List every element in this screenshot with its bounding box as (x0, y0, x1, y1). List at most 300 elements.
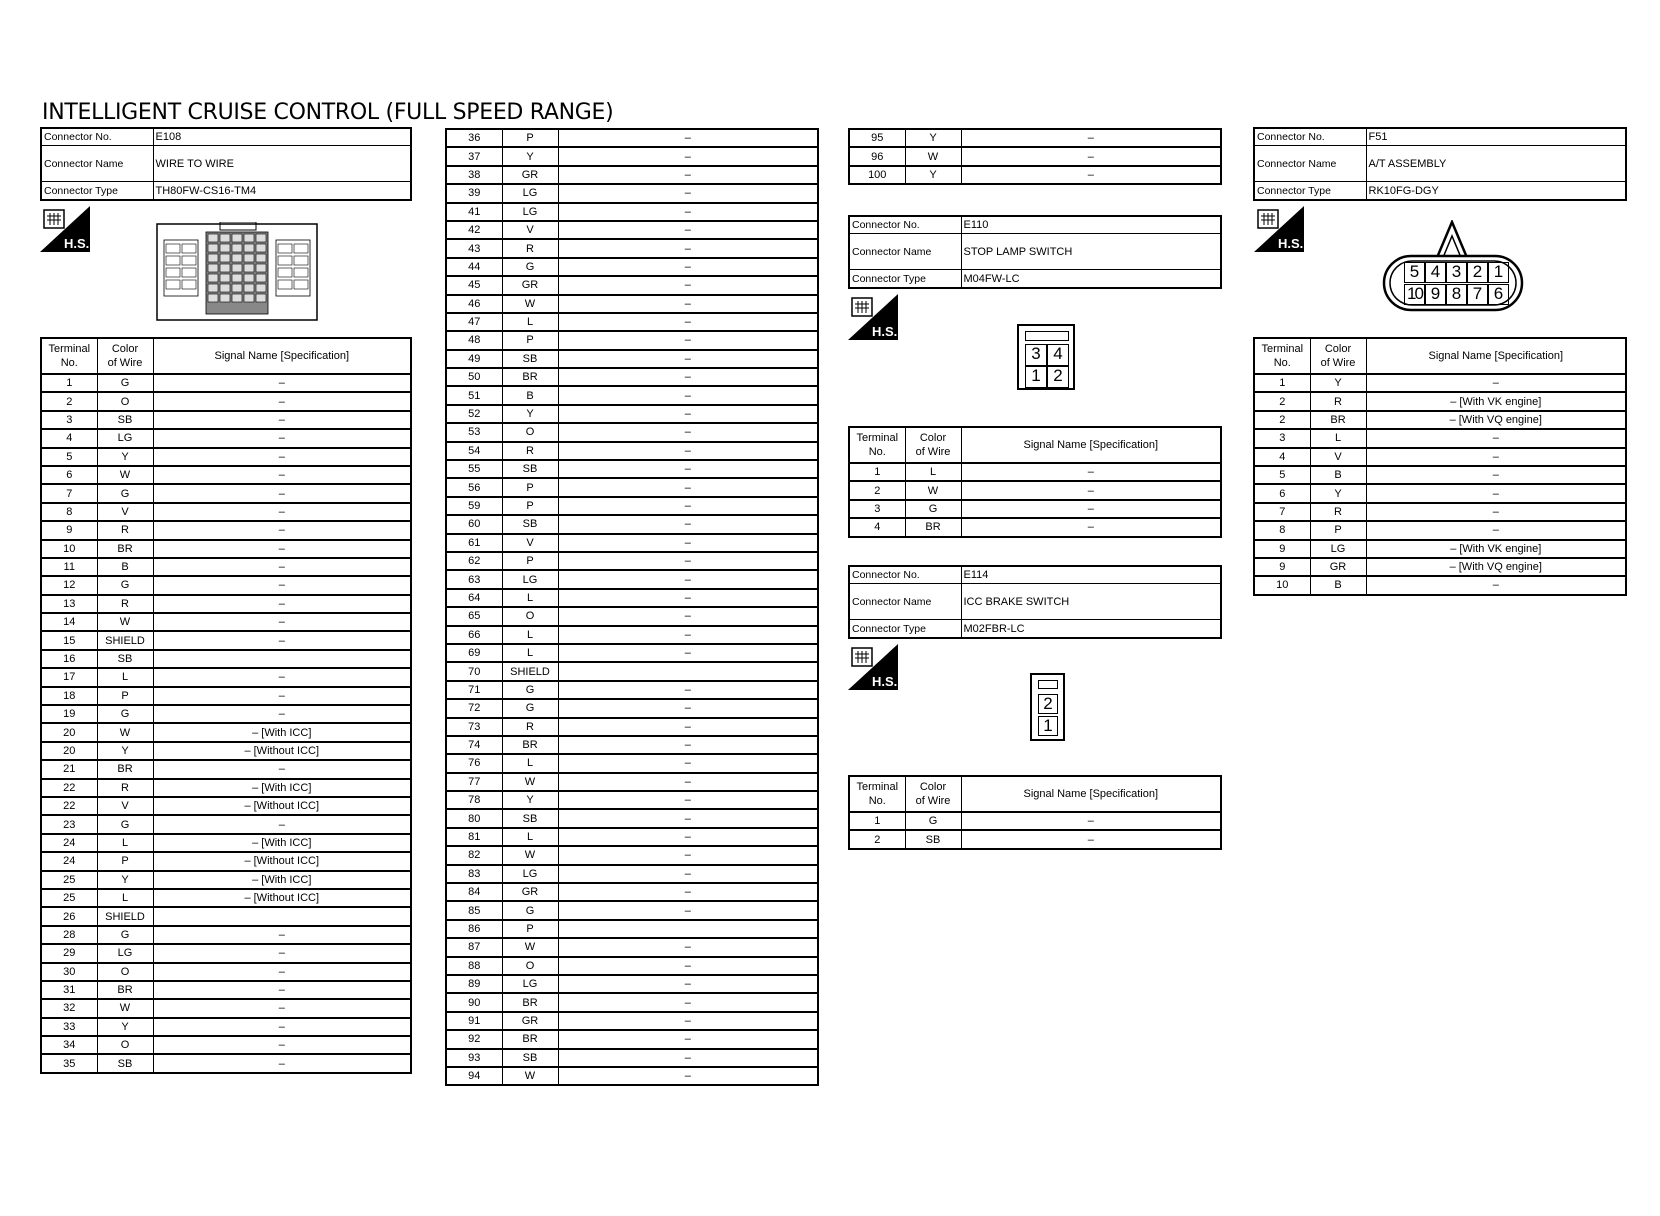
signal-name-cell: – (558, 589, 818, 607)
table-row (446, 828, 818, 846)
table-row (849, 830, 1221, 848)
wire-color-cell: R (97, 595, 153, 613)
wire-color-cell: B (97, 558, 153, 576)
terminal-no-cell: 73 (446, 718, 502, 736)
table-row (446, 736, 818, 754)
terminal-no-cell: 77 (446, 773, 502, 791)
e110-cavity: 2 (1047, 366, 1069, 388)
table-row (1254, 411, 1626, 429)
terminal-no-cell: 52 (446, 405, 502, 423)
signal-name-cell: – (558, 258, 818, 276)
signal-name-cell: – (558, 1012, 818, 1030)
wire-color-cell: O (502, 957, 558, 975)
table-row (41, 503, 411, 521)
connector-name-label: Connector Name (849, 234, 961, 270)
signal-name-cell: – (558, 295, 818, 313)
svg-text:H.S.: H.S. (872, 324, 898, 339)
signal-name-cell: – (558, 1030, 818, 1048)
wire-color-cell: Y (1310, 484, 1366, 502)
signal-name-cell: – (558, 423, 818, 441)
terminal-no-header: Terminal No. (1254, 338, 1310, 374)
terminal-no-cell: 4 (1254, 448, 1310, 466)
terminal-no-cell: 93 (446, 1049, 502, 1067)
signal-name-cell: – (558, 754, 818, 772)
signal-name-cell: – (558, 147, 818, 165)
wire-color-cell: SB (502, 460, 558, 478)
wire-color-cell: Y (97, 871, 153, 889)
page-title: INTELLIGENT CRUISE CONTROL (FULL SPEED RANGE) (42, 100, 614, 125)
wire-color-cell: Y (502, 405, 558, 423)
table-row (41, 889, 411, 907)
table-row (849, 147, 1221, 165)
table-row (446, 331, 818, 349)
table-row (446, 662, 818, 680)
terminal-no-cell: 21 (41, 760, 97, 778)
svg-text:H.S.: H.S. (64, 236, 90, 251)
terminal-no-cell: 26 (41, 907, 97, 925)
signal-name-cell: – (961, 500, 1221, 518)
wire-color-cell: W (97, 613, 153, 631)
signal-name-cell: – (558, 386, 818, 404)
wire-color-cell: Y (905, 129, 961, 147)
wire-color-cell: L (502, 589, 558, 607)
table-row (446, 1049, 818, 1067)
signal-name-cell: – (1366, 448, 1626, 466)
terminal-no-cell: 4 (41, 429, 97, 447)
table-row (446, 754, 818, 772)
signal-name-cell: – (558, 350, 818, 368)
terminal-no-cell: 88 (446, 957, 502, 975)
signal-name-cell: – [With VQ engine] (1366, 411, 1626, 429)
table-row (446, 699, 818, 717)
signal-name-cell: – (558, 313, 818, 331)
table-row (41, 484, 411, 502)
signal-name-cell: – (153, 521, 411, 539)
wire-color-cell: W (502, 1067, 558, 1085)
table-row (41, 448, 411, 466)
table-row (446, 184, 818, 202)
wire-color-cell: SB (905, 830, 961, 848)
signal-name-cell: – (961, 481, 1221, 499)
terminal-no-cell: 2 (1254, 411, 1310, 429)
signal-name-cell: – (153, 981, 411, 999)
wire-color-cell: L (97, 834, 153, 852)
e114-connector-type: M02FBR-LC (961, 620, 1221, 638)
terminal-no-cell: 3 (849, 500, 905, 518)
e114-terminal-table (848, 775, 1222, 850)
e110-cavity: 4 (1047, 344, 1069, 366)
table-row (446, 423, 818, 441)
table-row (446, 589, 818, 607)
table-row (849, 518, 1221, 536)
signal-name-cell: – (558, 552, 818, 570)
wire-color-cell: BR (1310, 411, 1366, 429)
table-row (446, 993, 818, 1011)
wire-color-cell: BR (905, 518, 961, 536)
e110-terminal-table (848, 426, 1222, 538)
table-row (1254, 392, 1626, 410)
signal-name-cell: – (153, 558, 411, 576)
table-row (446, 938, 818, 956)
e108-info-table (40, 127, 412, 201)
table-row (446, 442, 818, 460)
signal-name-cell: – [With VK engine] (1366, 540, 1626, 558)
signal-name-cell: – (961, 129, 1221, 147)
wire-color-cell: L (502, 754, 558, 772)
terminal-no-cell: 42 (446, 221, 502, 239)
signal-name-cell: – (153, 540, 411, 558)
signal-name-cell: – (558, 607, 818, 625)
terminal-no-cell: 5 (41, 448, 97, 466)
wire-color-cell: SHIELD (97, 907, 153, 925)
signal-name-cell: – [With ICC] (153, 723, 411, 741)
e114-connector-face (1030, 673, 1065, 741)
signal-name-cell (558, 662, 818, 680)
table-row (446, 570, 818, 588)
signal-name-cell: – [With ICC] (153, 834, 411, 852)
terminal-no-cell: 28 (41, 926, 97, 944)
signal-name-cell: – (558, 975, 818, 993)
table-row (446, 773, 818, 791)
signal-name-header: Signal Name [Specification] (961, 427, 1221, 463)
terminal-no-cell: 24 (41, 834, 97, 852)
table-row (41, 760, 411, 778)
signal-name-cell: – (961, 166, 1221, 184)
wire-color-cell: R (97, 779, 153, 797)
wire-color-cell: G (502, 258, 558, 276)
table-row (41, 429, 411, 447)
terminal-no-cell: 64 (446, 589, 502, 607)
color-of-wire-header: Color of Wire (1310, 338, 1366, 374)
wire-color-cell: W (502, 846, 558, 864)
wire-color-cell: V (502, 534, 558, 552)
table-row (446, 901, 818, 919)
wire-color-cell: O (97, 392, 153, 410)
table-row (41, 963, 411, 981)
wire-color-cell: P (502, 129, 558, 147)
signal-name-cell: – [Without ICC] (153, 742, 411, 760)
table-row (41, 834, 411, 852)
table-row (446, 718, 818, 736)
f51-cavity: 7 (1467, 284, 1488, 305)
wire-color-cell: W (97, 999, 153, 1017)
connector-name-label: Connector Name (849, 584, 961, 620)
harness-side-icon (848, 644, 898, 690)
terminal-no-cell: 1 (849, 463, 905, 481)
terminal-no-cell: 51 (446, 386, 502, 404)
terminal-no-cell: 1 (1254, 374, 1310, 392)
terminal-no-cell: 39 (446, 184, 502, 202)
table-row (446, 1012, 818, 1030)
f51-terminal-table (1253, 337, 1627, 596)
signal-name-cell (558, 920, 818, 938)
signal-name-cell: – [Without ICC] (153, 889, 411, 907)
terminal-no-cell: 2 (849, 481, 905, 499)
f51-cavity: 3 (1446, 262, 1467, 283)
terminal-no-cell: 12 (41, 576, 97, 594)
e110-cavity: 3 (1025, 344, 1047, 366)
table-row (849, 500, 1221, 518)
wire-color-cell: L (502, 626, 558, 644)
terminal-no-cell: 90 (446, 993, 502, 1011)
table-row (446, 405, 818, 423)
terminal-no-cell: 47 (446, 313, 502, 331)
terminal-no-cell: 60 (446, 515, 502, 533)
wire-color-cell: B (502, 386, 558, 404)
table-row (446, 607, 818, 625)
table-row (446, 552, 818, 570)
terminal-no-cell: 9 (41, 521, 97, 539)
terminal-no-cell: 53 (446, 423, 502, 441)
signal-name-cell: – (1366, 503, 1626, 521)
wire-color-cell: LG (502, 865, 558, 883)
signal-name-cell: – (558, 497, 818, 515)
terminal-no-cell: 6 (41, 466, 97, 484)
table-row (446, 681, 818, 699)
table-row (41, 687, 411, 705)
signal-name-cell: – (1366, 521, 1626, 539)
signal-name-cell: – (558, 901, 818, 919)
connector-type-label: Connector Type (849, 620, 961, 638)
signal-name-cell: – (153, 815, 411, 833)
table-row (1254, 429, 1626, 447)
signal-name-cell: – (153, 926, 411, 944)
terminal-no-cell: 14 (41, 613, 97, 631)
color-of-wire-header: Color of Wire (97, 338, 153, 374)
table-row (446, 203, 818, 221)
terminal-no-cell: 81 (446, 828, 502, 846)
terminal-no-cell: 92 (446, 1030, 502, 1048)
signal-name-cell: – (153, 760, 411, 778)
wire-color-cell: R (502, 718, 558, 736)
table-row (446, 258, 818, 276)
table-row (41, 650, 411, 668)
terminal-no-cell: 36 (446, 129, 502, 147)
table-row (41, 668, 411, 686)
signal-name-cell: – (153, 429, 411, 447)
table-row (446, 221, 818, 239)
table-row (1254, 466, 1626, 484)
signal-name-cell: – (153, 631, 411, 649)
color-of-wire-header: Color of Wire (905, 427, 961, 463)
terminal-no-cell: 8 (41, 503, 97, 521)
wire-color-cell: O (97, 1036, 153, 1054)
table-row (41, 540, 411, 558)
table-row (446, 313, 818, 331)
signal-name-cell: – (558, 221, 818, 239)
e114-cavity: 2 (1038, 694, 1058, 714)
harness-side-icon (1254, 206, 1304, 252)
wire-color-cell: P (502, 497, 558, 515)
wire-color-cell: L (97, 668, 153, 686)
table-row (446, 295, 818, 313)
e114-info-table (848, 565, 1222, 639)
wire-color-cell: SB (97, 650, 153, 668)
signal-name-cell: – (153, 484, 411, 502)
signal-name-cell: – (558, 828, 818, 846)
terminal-no-cell: 29 (41, 944, 97, 962)
table-row (446, 497, 818, 515)
signal-name-cell: – (153, 595, 411, 613)
wire-color-cell: LG (97, 944, 153, 962)
wire-color-cell: W (905, 481, 961, 499)
signal-name-cell: – (153, 392, 411, 410)
terminal-no-cell: 83 (446, 865, 502, 883)
signal-name-cell: – (558, 570, 818, 588)
signal-name-cell: – (558, 460, 818, 478)
signal-name-cell: – (153, 448, 411, 466)
table-row (41, 374, 411, 392)
f51-cavity: 8 (1446, 284, 1467, 305)
signal-name-cell: – (558, 736, 818, 754)
table-row (446, 644, 818, 662)
signal-name-cell: – (153, 503, 411, 521)
signal-name-cell: – (153, 466, 411, 484)
terminal-no-cell: 22 (41, 797, 97, 815)
signal-name-cell: – (558, 276, 818, 294)
connector-name-label: Connector Name (1254, 146, 1366, 182)
wire-color-cell: GR (502, 883, 558, 901)
table-row (1254, 374, 1626, 392)
signal-name-cell: – (558, 184, 818, 202)
signal-name-cell: – (558, 239, 818, 257)
table-row (446, 791, 818, 809)
terminal-no-cell: 22 (41, 779, 97, 797)
signal-name-cell: – (153, 576, 411, 594)
terminal-no-cell: 72 (446, 699, 502, 717)
table-row (446, 166, 818, 184)
table-row (41, 411, 411, 429)
f51-connector-type: RK10FG-DGY (1366, 182, 1626, 200)
signal-name-cell: – (153, 944, 411, 962)
terminal-no-cell: 69 (446, 644, 502, 662)
table-row (41, 1054, 411, 1072)
signal-name-cell: – (558, 773, 818, 791)
connector-type-label: Connector Type (1254, 182, 1366, 200)
wire-color-cell: V (1310, 448, 1366, 466)
wire-color-cell: R (97, 521, 153, 539)
table-row (1254, 540, 1626, 558)
wire-color-cell: L (502, 828, 558, 846)
terminal-no-cell: 20 (41, 723, 97, 741)
table-row (446, 515, 818, 533)
e108-terminal-table-part1 (40, 337, 412, 1074)
signal-name-cell: – (558, 865, 818, 883)
terminal-no-cell: 44 (446, 258, 502, 276)
signal-name-cell: – (1366, 374, 1626, 392)
wire-color-cell: P (502, 331, 558, 349)
terminal-no-header: Terminal No. (41, 338, 97, 374)
wire-color-cell: O (97, 963, 153, 981)
e110-cavity: 1 (1025, 366, 1047, 388)
terminal-no-cell: 19 (41, 705, 97, 723)
table-row (446, 626, 818, 644)
wire-color-cell: BR (502, 736, 558, 754)
terminal-no-cell: 34 (41, 1036, 97, 1054)
wire-color-cell: LG (97, 429, 153, 447)
table-row (446, 386, 818, 404)
wire-color-cell: R (502, 442, 558, 460)
wire-color-cell: G (97, 374, 153, 392)
signal-name-cell: – [With ICC] (153, 779, 411, 797)
signal-name-cell: – [With VK engine] (1366, 392, 1626, 410)
wire-color-cell: G (502, 699, 558, 717)
wire-color-cell: G (502, 901, 558, 919)
wire-color-cell: O (502, 423, 558, 441)
table-row (849, 129, 1221, 147)
signal-name-cell: – (1366, 576, 1626, 594)
terminal-no-cell: 33 (41, 1018, 97, 1036)
wire-color-cell: G (97, 576, 153, 594)
signal-name-cell: – (961, 463, 1221, 481)
e108-terminal-table-part3 (848, 128, 1222, 185)
f51-cavity: 2 (1467, 262, 1488, 283)
wire-color-cell: Y (502, 147, 558, 165)
wire-color-cell: SHIELD (97, 631, 153, 649)
e108-connector-type: TH80FW-CS16-TM4 (153, 182, 411, 200)
table-row (1254, 521, 1626, 539)
terminal-no-cell: 16 (41, 650, 97, 668)
signal-name-cell: – (558, 515, 818, 533)
wire-color-cell: LG (502, 570, 558, 588)
table-row (446, 1067, 818, 1085)
svg-text:H.S.: H.S. (1278, 236, 1304, 251)
connector-type-label: Connector Type (849, 270, 961, 288)
table-row (849, 481, 1221, 499)
terminal-no-cell: 61 (446, 534, 502, 552)
terminal-no-cell: 46 (446, 295, 502, 313)
signal-name-cell: – (558, 809, 818, 827)
color-of-wire-header: Color of Wire (905, 776, 961, 812)
wire-color-cell: P (502, 920, 558, 938)
wire-color-cell: GR (502, 276, 558, 294)
signal-name-cell: – (961, 812, 1221, 830)
table-row (41, 981, 411, 999)
signal-name-cell: – (558, 166, 818, 184)
wire-color-cell: BR (97, 760, 153, 778)
table-row (446, 129, 818, 147)
terminal-no-cell: 74 (446, 736, 502, 754)
signal-name-cell: – (1366, 484, 1626, 502)
wire-color-cell: SB (502, 1049, 558, 1067)
signal-name-cell: – (961, 830, 1221, 848)
table-row (41, 558, 411, 576)
terminal-no-cell: 38 (446, 166, 502, 184)
wire-color-cell: L (502, 644, 558, 662)
wire-color-cell: GR (1310, 558, 1366, 576)
f51-cavity: 6 (1488, 284, 1509, 305)
table-row (446, 478, 818, 496)
terminal-no-cell: 24 (41, 852, 97, 870)
f51-connector-no: F51 (1366, 128, 1626, 146)
terminal-no-cell: 76 (446, 754, 502, 772)
table-row (41, 926, 411, 944)
wire-color-cell: P (1310, 521, 1366, 539)
terminal-no-cell: 35 (41, 1054, 97, 1072)
table-row (41, 815, 411, 833)
terminal-no-cell: 49 (446, 350, 502, 368)
table-row (1254, 448, 1626, 466)
terminal-no-cell: 50 (446, 368, 502, 386)
table-row (446, 957, 818, 975)
signal-name-cell: – (558, 203, 818, 221)
signal-name-cell: – (153, 1036, 411, 1054)
signal-name-cell (153, 650, 411, 668)
terminal-no-cell: 95 (849, 129, 905, 147)
terminal-no-cell: 10 (1254, 576, 1310, 594)
signal-name-cell: – (558, 791, 818, 809)
table-row (446, 350, 818, 368)
